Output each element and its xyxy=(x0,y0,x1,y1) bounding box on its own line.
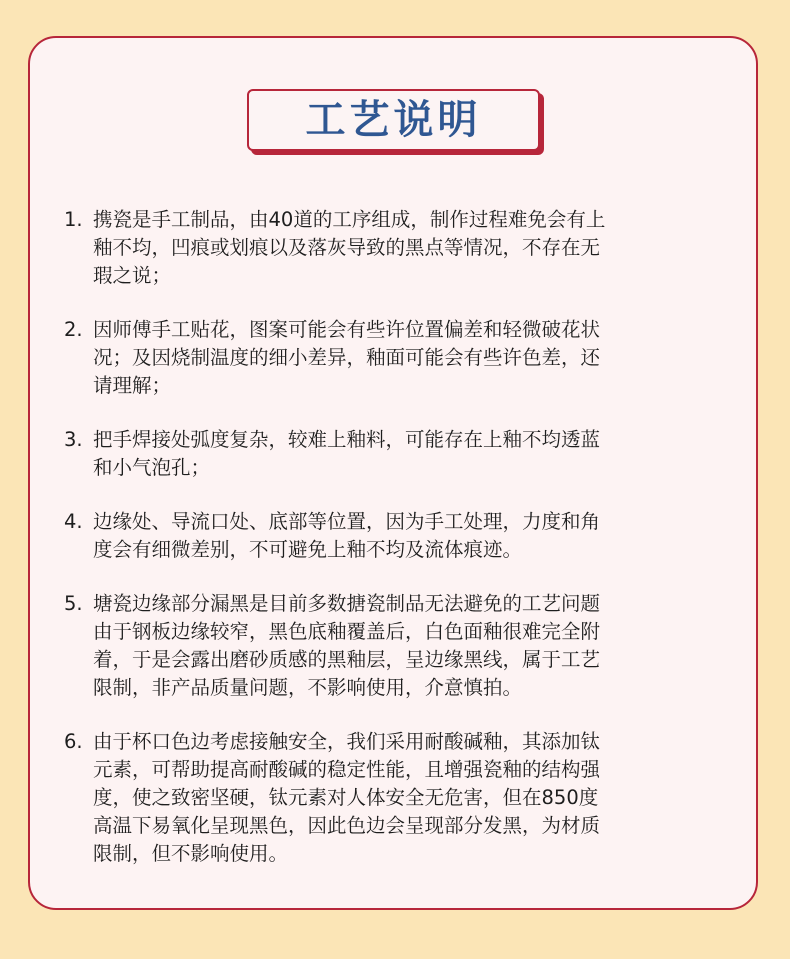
item-text-line: 携瓷是手工制品，由40道的工序组成，制作过程难免会有上 xyxy=(93,208,606,231)
item-text-line: 由于钢板边缘较窄，黑色底釉覆盖后，白色面釉很难完全附 xyxy=(93,620,601,643)
list-item xyxy=(64,508,729,564)
notes-list xyxy=(64,206,729,894)
list-item xyxy=(64,206,729,290)
item-number: 3. xyxy=(64,428,83,451)
item-text-line: 限制，非产品质量问题，不影响使用，介意慎拍。 xyxy=(93,676,523,699)
item-text-line: 塘瓷边缘部分漏黑是目前多数搪瓷制品无法避免的工艺问题 xyxy=(93,592,601,615)
item-text-line: 由于杯口色边考虑接触安全，我们采用耐酸碱釉，其添加钛 xyxy=(93,730,601,753)
item-text-line: 和小气泡孔； xyxy=(93,456,211,479)
item-text-line: 度，使之致密坚硬，钛元素对人体安全无危害，但在850度 xyxy=(93,786,599,809)
item-text-line: 瑕之说； xyxy=(93,264,172,287)
item-number: 4. xyxy=(64,510,83,533)
item-number: 2. xyxy=(64,318,83,341)
item-text-line: 高温下易氧化呈现黑色，因此色边会呈现部分发黑，为材质 xyxy=(93,814,601,837)
item-text-line: 限制，但不影响使用。 xyxy=(93,842,289,865)
item-text-line: 着，于是会露出磨砂质感的黑釉层，呈边缘黑线，属于工艺 xyxy=(93,648,601,671)
item-text-line: 釉不均，凹痕或划痕以及落灰导致的黑点等情况，不存在无 xyxy=(93,236,601,259)
list-item xyxy=(64,316,729,400)
page-title: 工艺说明 xyxy=(305,97,482,143)
item-text-line: 况；及因烧制温度的细小差异，釉面可能会有些许色差，还 xyxy=(93,346,601,369)
item-text-line: 度会有细微差别，不可避免上釉不均及流体痕迹。 xyxy=(93,538,523,561)
item-text-line: 边缘处、导流口处、底部等位置，因为手工处理，力度和角 xyxy=(93,510,601,533)
item-text-line: 因师傅手工贴花，图案可能会有些许位置偏差和轻微破花状 xyxy=(93,318,601,341)
list-item xyxy=(64,728,729,868)
item-text-line: 请理解； xyxy=(93,374,172,397)
item-number: 5. xyxy=(64,592,83,615)
item-text-line: 元素，可帮助提高耐酸碱的稳定性能，且增强瓷釉的结构强 xyxy=(93,758,601,781)
item-number: 6. xyxy=(64,730,83,753)
list-item xyxy=(64,426,729,482)
title-box xyxy=(247,89,540,151)
list-item xyxy=(64,590,729,702)
item-number: 1. xyxy=(64,208,83,231)
item-text-line: 把手焊接处弧度复杂，较难上釉料，可能存在上釉不均透蓝 xyxy=(93,428,601,451)
